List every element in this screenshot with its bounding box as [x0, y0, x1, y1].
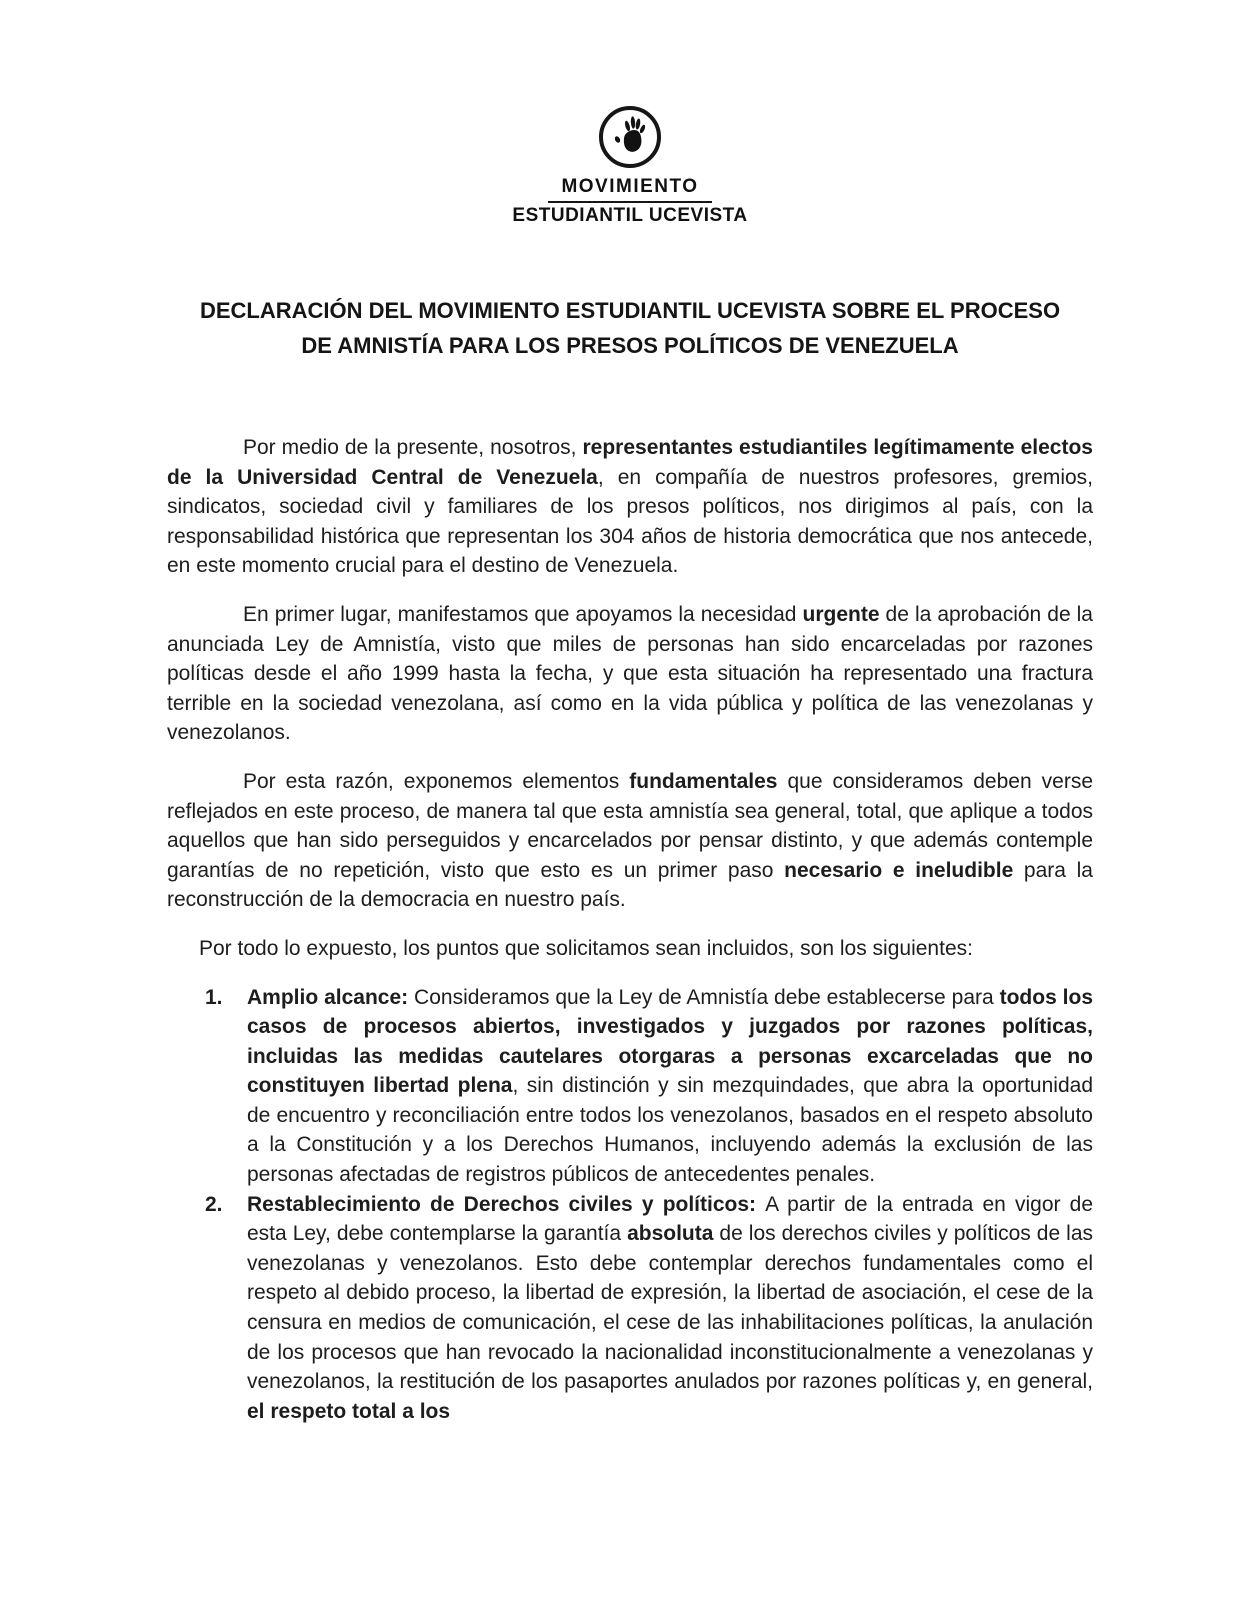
paragraph: Por todo lo expuesto, los puntos que solicitamos sean incluidos, son los siguientes:	[199, 936, 973, 960]
handprint-icon	[610, 114, 650, 161]
list-item	[167, 983, 1093, 1190]
list-item-text: Amplio alcance: Consideramos que la Ley de Amnistía debe establecerse para todos los casos de procesos abiertos, investigados y juzgados por razones políticas, incluidas las medidas cautelares otorgaras a personas excarceladas que no constituyen libertad plena, sin distinción y sin mezquindades, que abra la oportunidad de encuentro y reconciliación entre todos los venezolanos, basados en el respeto absoluto a la Constitución y a los Derechos Humanos, incluyendo además la exclusión de las personas afectadas de registros públicos de antecedentes penales.	[247, 985, 1094, 1187]
document-body	[167, 433, 1093, 1426]
logo-divider	[548, 201, 712, 203]
paragraph: Por esta razón, exponemos elementos fundamentales que consideramos deben verse reflejados en este proceso, de manera tal que esta amnistía sea general, total, que aplique a todos aquellos que han sido perseguidos y encarcelados por pensar distinto, y que además contemple garantías de no repetición, visto que esto es un primer paso necesario e ineludible para la reconstrucción de la democracia en nuestro país.	[167, 769, 1093, 912]
list-item-text: Restablecimiento de Derechos civiles y políticos: A partir de la entrada en vigor de esta Ley, debe contemplarse la garantía absoluta de los derechos civiles y políticos de las venezolanas y venezolanos. Esto debe contemplar derechos fundamentales como el respeto al debido proceso, la libertad de expresión, la libertad de asociación, el cese de la censura en medios de comunicación, el cese de las inhabilitaciones políticas, la anulación de los procesos que han revocado la nacionalidad inconstitucionalmente a venezolanas y venezolanos, la restitución de los pasaportes anulados por razones políticas y, en general, el respeto total a los	[247, 1192, 1093, 1423]
document-title-line1: DECLARACIÓN DEL MOVIMIENTO ESTUDIANTIL UCEVISTA SOBRE EL PROCESO	[199, 298, 1061, 323]
logo-text-line1: MOVIMIENTO	[561, 176, 699, 197]
list-item-number: 2.	[205, 1192, 223, 1216]
document-title	[0, 293, 1260, 363]
ordered-list	[167, 983, 1093, 1427]
paragraphs	[167, 433, 1093, 964]
logo-text-line2: ESTUDIANTIL UCEVISTA	[512, 205, 748, 226]
list-item	[167, 1190, 1093, 1427]
org-logo	[0, 0, 1260, 227]
paragraph: En primer lugar, manifestamos que apoyamos la necesidad urgente de la aprobación de la anunciada Ley de Amnistía, visto que miles de personas han sido encarceladas por razones políticas desde el año 1999 hasta la fecha, y que esta situación ha representado una fractura terrible en la sociedad venezolana, así como en la vida pública y política de las venezolanas y venezolanos.	[167, 602, 1093, 745]
paragraph: Por medio de la presente, nosotros, representantes estudiantiles legítimamente electos de la Universidad Central de Venezuela, en compañía de nuestros profesores, gremios, sindicatos, sociedad civil y familiares de los presos políticos, nos dirigimos al país, con la responsabilidad histórica que representan los 304 años de historia democrática que nos antecede, en este momento crucial para el destino de Venezuela.	[167, 436, 1094, 578]
logo-circle	[599, 106, 661, 168]
document-title-line2: DE AMNISTÍA PARA LOS PRESOS POLÍTICOS DE VENEZUELA	[301, 333, 959, 358]
list-item-number: 1.	[205, 985, 223, 1009]
